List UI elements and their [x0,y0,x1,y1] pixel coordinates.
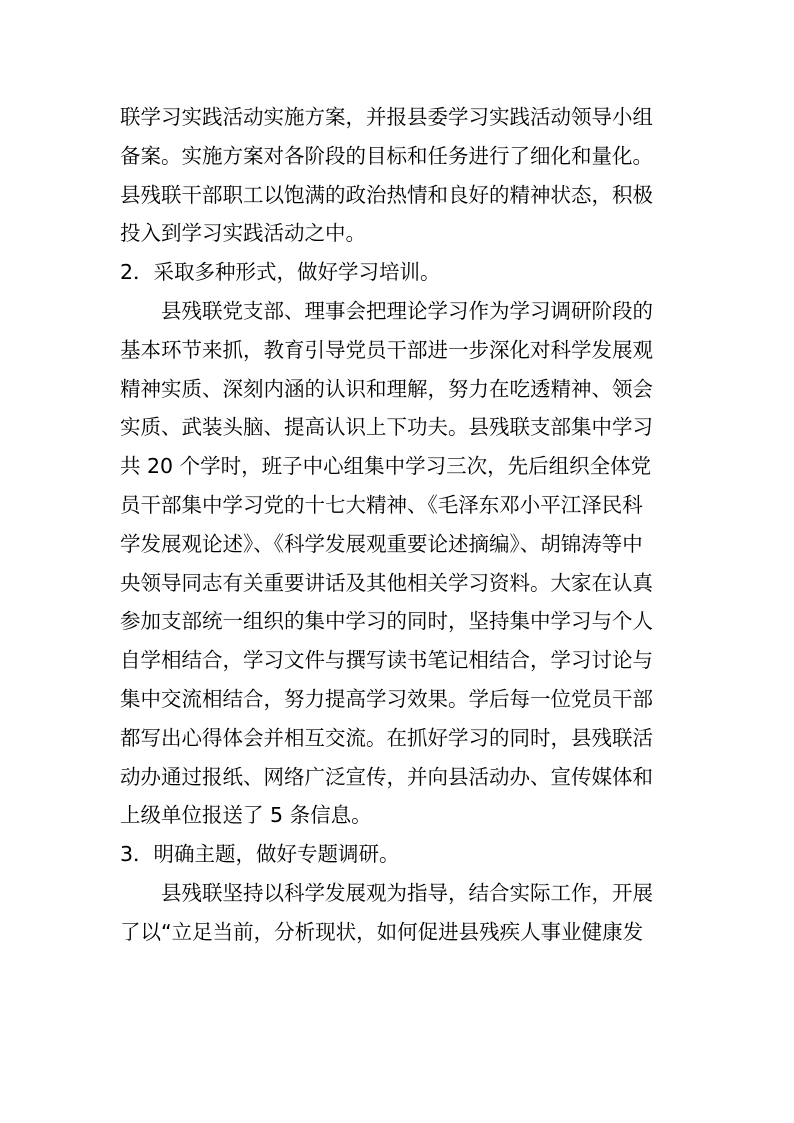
text-line: 备案。实施方案对各阶段的目标和任务进行了细化和量化。 [120,143,653,168]
text-line: 集中交流相结合，努力提高学习效果。学后每一位党员干部 [120,686,653,711]
text-line: 共 20 个学时，班子中心组集中学习三次，先后组织全体党 [120,454,652,479]
document-body [120,98,680,952]
section-heading-2: 2．采取多种形式，做好学习培训。 [120,260,441,285]
text-line: 都写出心得体会并相互交流。在抓好学习的同时，县残联活 [120,725,653,750]
text-line: 上级单位报送了 5 条信息。 [120,803,372,828]
text-line: 投入到学习实践活动之中。 [120,221,366,246]
text-line: 员干部集中学习党的十七大精神、《毛泽东邓小平江泽民科 [120,492,643,517]
text-line: 联学习实践活动实施方案，并报县委学习实践活动领导小组 [120,105,653,129]
text-line: 动办通过报纸、网络广泛宣传，并向县活动办、宣传媒体和 [120,764,653,789]
text-line: 了以“立足当前，分析现状，如何促进县残疾人事业健康发 [120,919,644,944]
text-line: 实质、武装头脑、提高认识上下功夫。县残联支部集中学习 [120,415,653,440]
text-line: 基本环节来抓，教育引导党员干部进一步深化对科学发展观 [120,337,653,362]
section-heading-3: 3．明确主题，做好专题调研。 [120,842,400,867]
text-line: 县残联干部职工以饱满的政治热情和良好的精神状态，积极 [120,182,653,207]
text-line: 自学相结合，学习文件与撰写读书笔记相结合，学习讨论与 [120,648,653,673]
paragraph-start: 县残联坚持以科学发展观为指导，结合实际工作，开展 [161,880,653,905]
text-line: 央领导同志有关重要讲话及其他相关学习资料。大家在认真 [120,570,653,595]
paragraph-start: 县残联党支部、理事会把理论学习作为学习调研阶段的 [161,298,653,323]
text-line: 精神实质、深刻内涵的认识和理解，努力在吃透精神、领会 [120,376,653,401]
text-line: 学发展观论述》、《科学发展观重要论述摘编》、胡锦涛等中 [120,531,643,556]
text-line: 参加支部统一组织的集中学习的同时，坚持集中学习与个人 [120,609,653,634]
